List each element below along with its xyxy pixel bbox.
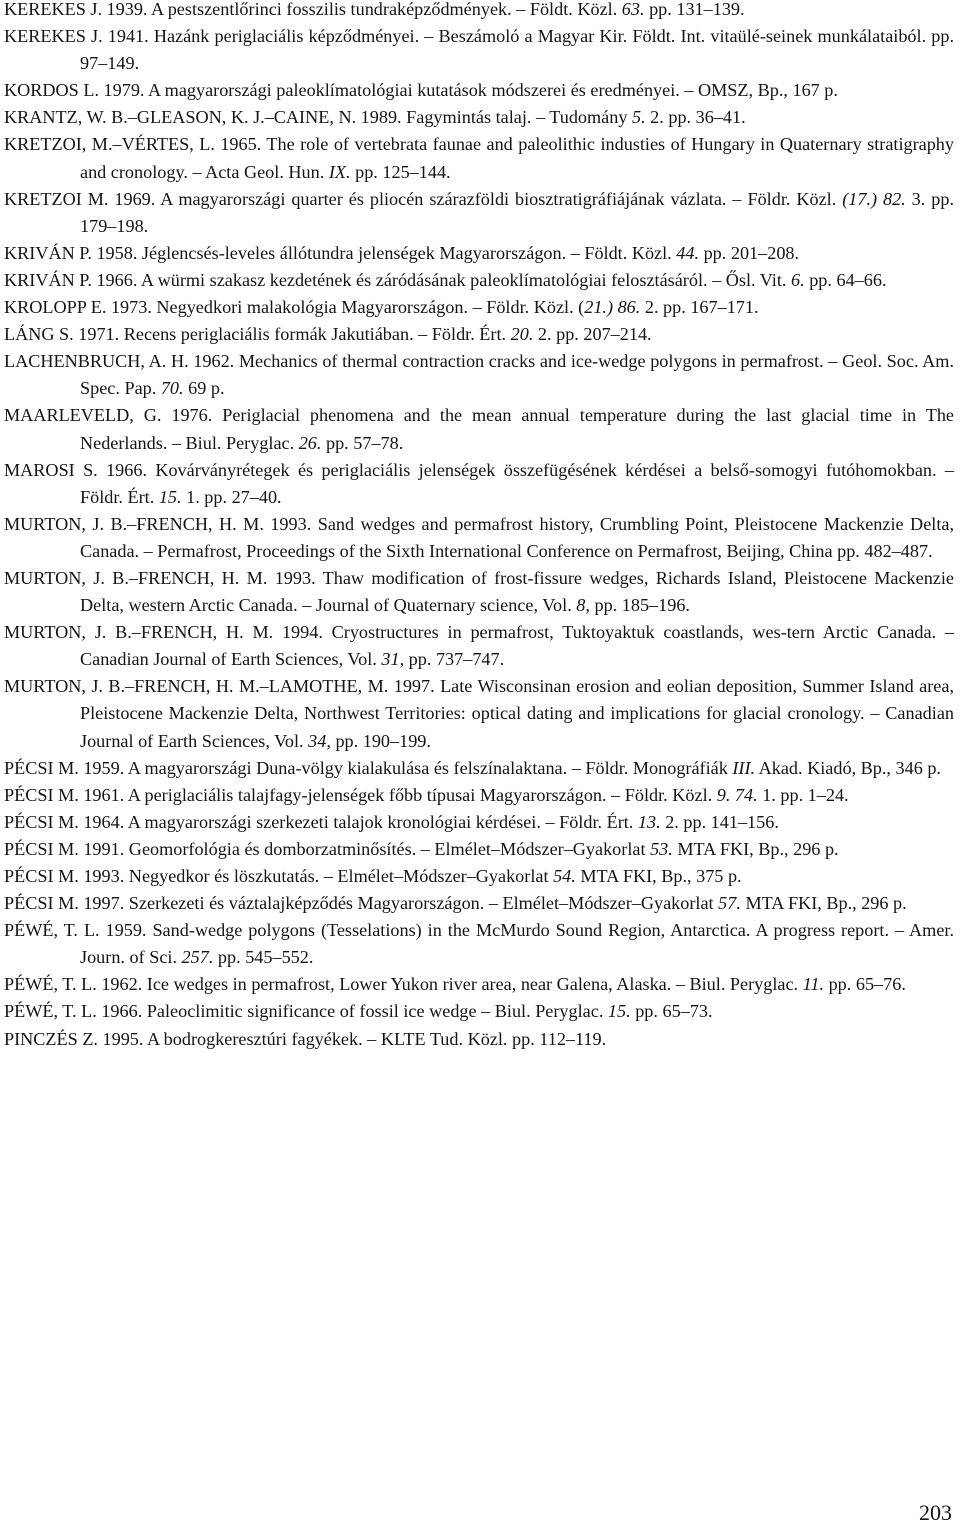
reference-entry xyxy=(4,1026,954,1053)
reference-entry xyxy=(4,755,954,782)
reference-entry xyxy=(4,457,954,511)
reference-italic-text: 54. xyxy=(553,866,576,886)
reference-text: PÉCSI M. 1961. A periglaciális talajfagy-jelenségek főbb típusai Magyarországon. – Földr. Közl. xyxy=(4,784,717,805)
reference-italic-text: 15. xyxy=(607,1001,631,1022)
reference-text: 1. pp. 27–40. xyxy=(181,486,282,507)
reference-entry xyxy=(4,890,954,917)
reference-text: PÉWÉ, T. L. 1966. Paleoclimitic significance of fossil ice wedge – Biul. Peryglac. xyxy=(4,1001,608,1022)
reference-entry xyxy=(4,782,954,809)
reference-entry xyxy=(4,511,954,565)
reference-text: pp. 65–73. xyxy=(630,1001,713,1022)
reference-entry xyxy=(4,971,954,998)
reference-entry xyxy=(4,348,954,402)
reference-text: pp. 64–66. xyxy=(804,269,887,290)
reference-text: PÉCSI M. 1993. Negyedkor és löszkutatás. – Elmélet–Módszer–Gyakorlat xyxy=(4,866,554,886)
reference-entry xyxy=(4,267,954,294)
reference-entry xyxy=(4,0,954,23)
reference-italic-text: 13. xyxy=(637,811,661,832)
reference-text: pp. 201–208. xyxy=(699,242,800,263)
reference-entry xyxy=(4,186,954,240)
reference-italic-text: 11. xyxy=(802,974,825,995)
reference-text: 69 p. xyxy=(183,378,225,399)
reference-entry xyxy=(4,131,954,185)
reference-text: MAROSI S. 1966. Kovárványrétegek és periglaciális jelenségek összefügésének kérdései a belső-somogyi futóhomokban. – Földr. Ért. xyxy=(4,459,954,507)
reference-text: 2. pp. 141–156. xyxy=(660,811,779,832)
reference-entry xyxy=(4,321,954,348)
reference-text: MAARLEVELD, G. 1976. Periglacial phenomena and the mean annual temperature during the last glacial time in The Nederlands. – Biul. Peryglac. xyxy=(4,405,954,453)
reference-italic-text: 53. xyxy=(650,838,673,859)
reference-text: Akad. Kiadó, Bp., 346 p. xyxy=(755,757,941,778)
reference-text: LÁNG S. 1971. Recens periglaciális formák Jakutiában. – Földr. Ért. xyxy=(4,324,511,345)
reference-entry xyxy=(4,836,954,863)
reference-entry xyxy=(4,565,954,619)
page-number: 203 xyxy=(919,1500,952,1525)
reference-entry xyxy=(4,619,954,673)
reference-text: PÉCSI M. 1964. A magyarországi szerkezeti talajok kronológiai kérdései. – Földr. Ért. xyxy=(4,811,638,832)
reference-text: 2. pp. 167–171. xyxy=(640,297,759,318)
reference-text: KROLOPP E. 1973. Negyedkori malakológia Magyarországon. – Földr. Közl. ( xyxy=(4,297,585,318)
reference-text: 3. pp. 179–198. xyxy=(80,188,954,236)
reference-italic-text: 31, xyxy=(381,649,405,670)
reference-text: PÉCSI M. 1991. Geomorfológia és domborzatminősítés. – Elmélet–Módszer–Gyakorlat xyxy=(4,838,651,859)
reference-text: pp. 185–196. xyxy=(589,595,690,616)
reference-text: MTA FKI, Bp., 375 p. xyxy=(575,866,742,886)
reference-entry xyxy=(4,673,954,754)
reference-text: pp. 65–76. xyxy=(824,974,906,995)
reference-entry xyxy=(4,23,954,77)
reference-italic-text: III. xyxy=(732,757,756,778)
reference-text: LACHENBRUCH, A. H. 1962. Mechanics of thermal contraction cracks and ice-wedge polygons in permafrost. – Geol. Soc. Am. Spec. Pap. xyxy=(4,351,954,399)
reference-text: PINCZÉS Z. 1995. A bodrogkeresztúri fagyékek. – KLTE Tud. Közl. pp. 112–119. xyxy=(4,1028,607,1049)
reference-text: MTA FKI, Bp., 296 p. xyxy=(672,838,839,859)
reference-entry xyxy=(4,240,954,267)
reference-text: KRIVÁN P. 1966. A würmi szakasz kezdetének és záródásának paleoklímatológiai felosztásáról. – Ősl. Vit. xyxy=(4,269,792,290)
reference-italic-text: 8, xyxy=(576,595,590,616)
reference-italic-text: (17.) 82. xyxy=(842,188,906,209)
reference-text: KRETZOI, M.–VÉRTES, L. 1965. The role of vertebrata faunae and paleolithic industies of Hungary in Quaternary stratigraphy and cronology. – Acta Geol. Hun. xyxy=(4,134,954,182)
reference-italic-text: 34, xyxy=(308,730,331,751)
reference-text: PÉWÉ, T. L. 1962. Ice wedges in permafrost, Lower Yukon river area, near Galena, Alaska. – Biul. Peryglac. xyxy=(4,974,803,995)
reference-entry xyxy=(4,294,954,321)
reference-entry xyxy=(4,809,954,836)
reference-text: MTA FKI, Bp., 296 p. xyxy=(740,893,907,914)
reference-italic-text: 9. 74. xyxy=(716,784,758,805)
reference-text: 2. pp. 36–41. xyxy=(645,107,746,128)
reference-text: MURTON, J. B.–FRENCH, H. M.–LAMOTHE, M. 1997. Late Wisconsinan erosion and eolian deposition, Summer Island area, Pleistocene Mackenzie Delta, Northwest Territories: optical dating and implications for glacial cronology. – Canadian Journal of Earth Sciences, Vol. xyxy=(4,676,954,751)
reference-text: pp. 131–139. xyxy=(644,0,745,19)
reference-text: PÉCSI M. 1959. A magyarországi Duna-völgy kialakulása és felszínalaktana. – Földr. Monográfiák xyxy=(4,757,733,778)
reference-italic-text: 44. xyxy=(676,242,700,263)
reference-entry xyxy=(4,402,954,456)
reference-entry xyxy=(4,77,954,104)
reference-italic-text: 5. xyxy=(631,107,646,128)
reference-entry xyxy=(4,917,954,971)
reference-text: pp. 737–747. xyxy=(404,649,505,670)
reference-text: MURTON, J. B.–FRENCH, H. M. 1993. Thaw modification of frost-fissure wedges, Richards Island, Pleistocene Mackenzie Delta, western Arctic Canada. – Journal of Quaternary science, Vol. xyxy=(4,567,954,616)
reference-italic-text: IX. xyxy=(328,161,351,182)
reference-italic-text: 21.) 86. xyxy=(584,297,641,318)
reference-italic-text: 63. xyxy=(621,0,645,19)
reference-text: KRIVÁN P. 1958. Jéglencsés-leveles állótundra jelenségek Magyarországon. – Földt. Közl. xyxy=(4,242,677,263)
reference-italic-text: 6. xyxy=(791,269,805,290)
reference-italic-text: 26. xyxy=(298,432,322,453)
reference-list xyxy=(4,0,954,1053)
reference-entry xyxy=(4,998,954,1025)
reference-italic-text: 70. xyxy=(160,378,184,399)
reference-text: MURTON, J. B.–FRENCH, H. M. 1994. Cryostructures in permafrost, Tuktoyaktuk coastlands, wes-tern Arctic Canada. – Canadian Journal of Earth Sciences, Vol. xyxy=(4,622,954,670)
reference-text: KEREKES J. 1941. Hazánk periglaciális képződményei. – Beszámoló a Magyar Kir. Földt. Int. vitaülé-seinek munkálataiból. pp. 97–149. xyxy=(4,26,954,74)
reference-italic-text: 20. xyxy=(510,324,534,345)
reference-text: KEREKES J. 1939. A pestszentlőrinci fosszilis tundraképződmények. – Földt. Közl. xyxy=(4,0,622,19)
reference-italic-text: 15. xyxy=(158,486,182,507)
reference-text: PÉWÉ, T. L. 1959. Sand-wedge polygons (Tesselations) in the McMurdo Sound Region, Antarctica. A progress report. – Amer. Journ. of Sci. xyxy=(4,920,954,968)
reference-text: pp. 125–144. xyxy=(350,161,451,182)
reference-text: 1. pp. 1–24. xyxy=(757,784,849,805)
reference-text: KRETZOI M. 1969. A magyarországi quarter és pliocén szárazföldi biosztratigráfiájának vázlata. – Földr. Közl. xyxy=(4,188,843,209)
reference-italic-text: 57. xyxy=(718,893,741,914)
reference-text: KORDOS L. 1979. A magyarországi paleoklímatológiai kutatások módszerei és eredményei. – OMSZ, Bp., 167 p. xyxy=(4,80,838,101)
reference-text: KRANTZ, W. B.–GLEASON, K. J.–CAINE, N. 1989. Fagymintás talaj. – Tudomány xyxy=(4,107,632,128)
reference-entry xyxy=(4,104,954,131)
reference-text: pp. 57–78. xyxy=(321,432,404,453)
reference-text: 2. pp. 207–214. xyxy=(533,324,652,345)
reference-text: pp. 545–552. xyxy=(213,947,314,968)
reference-text: MURTON, J. B.–FRENCH, H. M. 1993. Sand wedges and permafrost history, Crumbling Point, Pleistocene Mackenzie Delta, Canada. – Permafrost, Proceedings of the Sixth International Conference on Permafrost, Beijing, China pp. 482–487. xyxy=(4,513,954,561)
reference-text: PÉCSI M. 1997. Szerkezeti és váztalajképződés Magyarországon. – Elmélet–Módszer–Gyakorlat xyxy=(4,893,719,914)
reference-text: pp. 190–199. xyxy=(330,730,431,751)
reference-entry xyxy=(4,863,954,890)
reference-italic-text: 257. xyxy=(181,947,214,968)
